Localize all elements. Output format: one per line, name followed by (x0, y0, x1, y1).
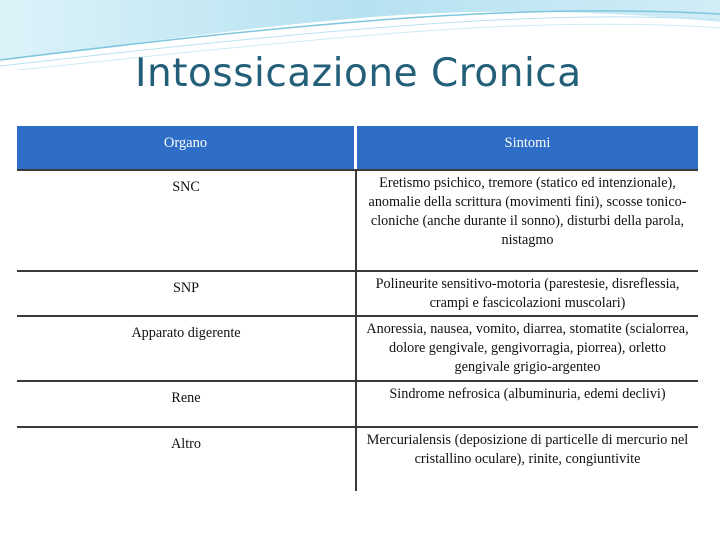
symptoms-table (17, 126, 698, 491)
symptoms-cell: Anoressia, nausea, vomito, diarrea, stomatite (scialorrea, dolore gengivale, gengivorragia, piorrea), orletto gengivale grigio-argenteo (357, 315, 698, 380)
symptoms-cell: Sindrome nefrosica (albuminuria, edemi declivi) (357, 380, 698, 426)
table-row (17, 380, 698, 426)
organ-cell: Altro (17, 426, 357, 491)
table-header-row (17, 126, 698, 169)
symptoms-cell: Eretismo psichico, tremore (statico ed intenzionale), anomalie della scrittura (movimenti fini), scosse tonico-cloniche (anche durante il sonno), disturbi della parola, nistagmo (357, 169, 698, 270)
organ-cell: SNP (17, 270, 357, 315)
column-header-sintomi: Sintomi (357, 126, 698, 169)
organ-cell: Rene (17, 380, 357, 426)
symptoms-cell: Mercurialensis (deposizione di particelle di mercurio nel cristallino oculare), rinite, congiuntivite (357, 426, 698, 491)
organ-cell: Apparato digerente (17, 315, 357, 380)
table-row (17, 169, 698, 270)
organ-cell: SNC (17, 169, 357, 270)
column-header-organo: Organo (17, 126, 357, 169)
table-row (17, 426, 698, 491)
page-title: Intossicazione Cronica (135, 51, 582, 96)
table-row (17, 270, 698, 315)
table-row (17, 315, 698, 380)
symptoms-cell: Polineurite sensitivo-motoria (parestesie, disreflessia, crampi e fascicolazioni muscolari) (357, 270, 698, 315)
